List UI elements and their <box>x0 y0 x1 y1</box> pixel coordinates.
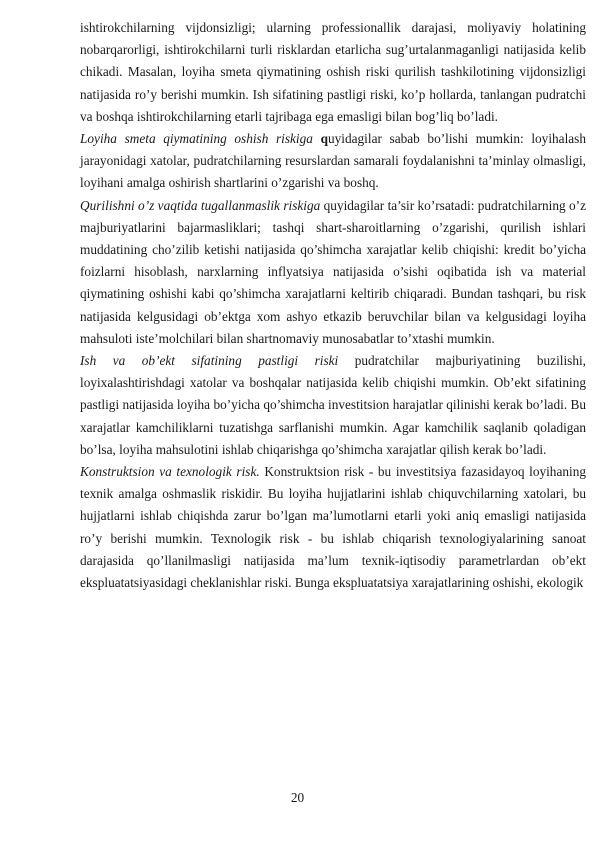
term-completion-delay-risk: Qurilishni o’z vaqtida tugallanmaslik riskiga <box>80 197 321 213</box>
paragraph-participant-risks <box>80 17 586 128</box>
paragraph-completion-delay-risk <box>80 195 586 350</box>
paragraph-text: ishtirokchilarning vijdonsizligi; ularning professionallik darajasi, moliyaviy holatining nobarqarorligi, ishtirokchilarni turli risklardan etarlicha sug’urtalanmaganligi natijasida kelib chikadi. Masalan, loyiha smeta qiymatining oshish riski qurilish tashkilotining vijdonsizligi natijasida ro’y berishi mumkin. Ish sifatining pastligi riski, ko’p hollarda, tanlangan pudratchi va boshqa ishtirokchilarning etarli tajribaga ega emasligi bilan bog’liq bo’ladi. <box>80 20 586 124</box>
term-cost-increase-risk: Loyiha smeta qiymatining oshish riskiga <box>80 131 313 147</box>
paragraph-low-quality-risk <box>80 350 586 461</box>
lead-letter: q <box>320 131 328 147</box>
paragraph-construction-technology-risk <box>80 461 586 594</box>
paragraph-text: uyidagilar sabab bo’lishi mumkin: loyihalash jarayonidagi xatolar, pudratchilarning resurslardan samarali foydalanishni ta’minlay olmasligi, loyihani amalga oshirish shartlarini o’zgarishi va boshq. <box>80 131 586 191</box>
paragraph-text: quyidagilar ta’sir ko’rsatadi: pudratchilarning o’z majburiyatlarini bajarmasliklari; tashqi shart-sharoitlarning o’zgarishi, qurilish ishlari muddatining cho’zilib ketishi natijasida qo’shimcha xarajatlar kelib chiqishi: kredit bo’yicha foizlarni hisoblash, narxlarning inflyatsiya natijasida o’sishi oqibatida ish va material qiymatining oshishi kabi qo’shimcha xarajatlarni keltirib chiqaradi. Bundan tashqari, bu risk natijasida kelgusidagi ob’ektga xom ashyo etkazib beruvchilar bilan va kelgusidagi loyiha mahsuloti iste’molchilari bilan shartnomaviy munosabatlar to’xtashi mumkin. <box>80 197 586 346</box>
term-construction-technology-risk: Konstruktsion va texnologik risk. <box>80 464 260 480</box>
document-body <box>80 17 586 594</box>
term-low-quality-risk: Ish va ob’ekt sifatining pastligi riski <box>80 353 339 369</box>
paragraph-cost-increase-risk <box>80 128 586 195</box>
paragraph-text: Konstruktsion risk - bu investitsiya fazasidayoq loyihaning texnik amalga oshmaslik riskidir. Bu loyiha hujjatlarini ishlab chiquvchilarning xatolari, bu hujjatlarni ishlab chiqishda zarur bo’lgan ma’lumotlarni etarli yoki aniq emasligi natijasida ro’y berishi mumkin. Texnologik risk - bu ishlab chiqarish texnologiyalarining sanoat darajasida qo’llanilmasligi natijasida ma’lum texnik-iqtisodiy parametrlardan ob’ekt ekspluatatsiyasidagi cheklanishlar riski. Bunga ekspluatatsiya xarajatlarining oshishi, ekologik <box>80 464 586 591</box>
paragraph-text: pudratchilar majburiyatining buzilishi, loyixalashtirishdagi xatolar va boshqalar natijasida kelib chiqishi mumkin. Ob’ekt sifatining pastligi natijasida loyiha bo’yicha qo’shimcha investitsion harajatlar qilinishi kerak bo’ladi. Bu xarajatlar kamchiliklarni tuzatishga sarflanishi mumkin. Agar kamchilik saqlanib qoladigan bo’lsa, loyiha mahsulotini ishlab chiqarishga qo’shimcha xarajatlar qilish kerak bo’ladi. <box>80 353 587 457</box>
page-number: 20 <box>290 790 305 805</box>
